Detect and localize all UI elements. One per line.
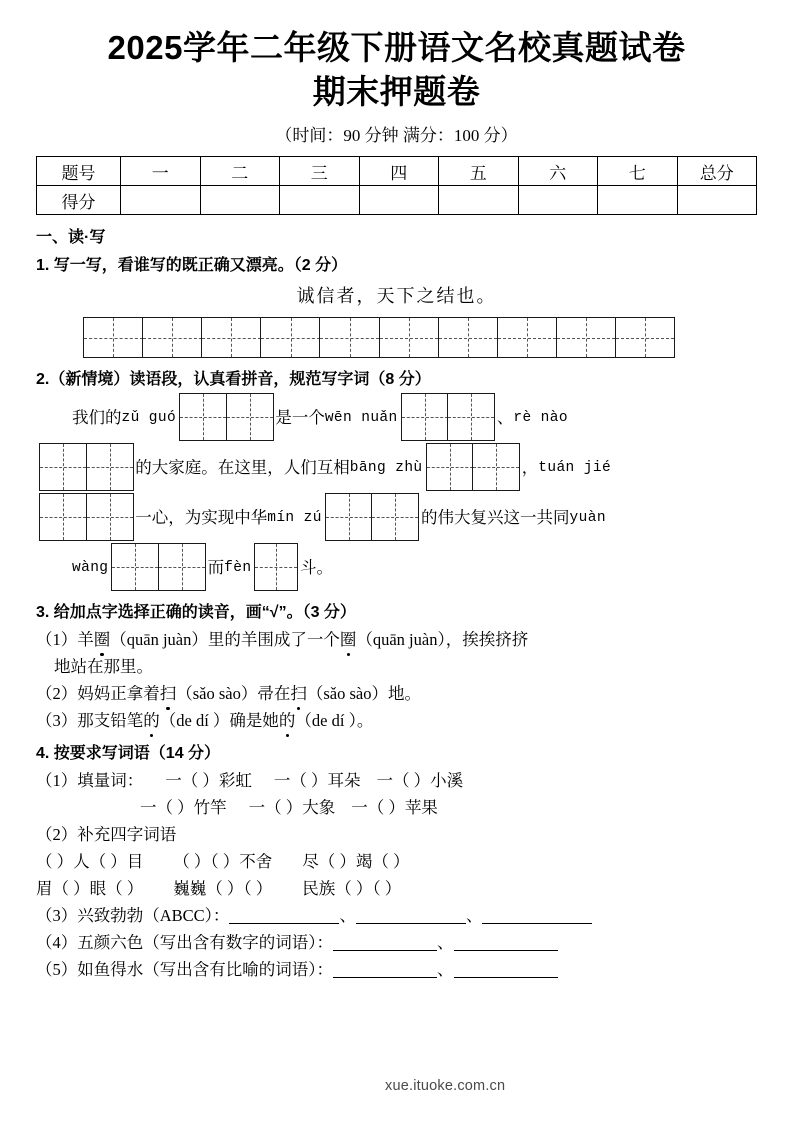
question-3-item-3 <box>36 707 757 734</box>
question-3-item-2 <box>36 680 757 707</box>
writing-grid-cell[interactable] <box>379 317 440 358</box>
writing-grid-cell[interactable] <box>158 543 206 591</box>
question-1-heading: 1. 写一写，看谁写的既正确又漂亮。（2 分） <box>36 257 348 274</box>
blank-separator: 、 <box>339 906 356 925</box>
idiom-blank-item[interactable]: （ ）人（ ）目 <box>36 852 144 871</box>
measure-word-item[interactable]: 一（ ）大象 <box>248 798 336 817</box>
answer-blank[interactable] <box>333 962 437 978</box>
dotted-char-1: 圈 <box>94 626 111 653</box>
score-table-col-6: 六 <box>518 157 598 186</box>
writing-grid-cell[interactable] <box>556 317 617 358</box>
han-text: 而 <box>207 558 225 577</box>
pinyin-text: fèn <box>224 560 252 576</box>
pinyin-text: zǔ guó <box>121 410 177 426</box>
item-number: （2） <box>36 684 78 703</box>
site-watermark: xue.ituoke.com.cn <box>385 1078 506 1094</box>
item-text-mid-1: （sǎo sào）帚在 <box>176 684 291 703</box>
question-4-sub-2-label: （2）补充四字词语 <box>36 825 177 844</box>
answer-blank[interactable] <box>454 935 558 951</box>
writing-grid-group[interactable] <box>325 493 418 541</box>
measure-word-item[interactable]: 一（ ）苹果 <box>351 798 438 817</box>
writing-grid-cell[interactable] <box>39 493 87 541</box>
question-3-item-1-line-b: 地站在那里。 <box>54 657 153 676</box>
blank-separator: 、 <box>465 906 483 925</box>
question-4-heading: 4. 按要求写词语（14 分） <box>36 745 221 762</box>
measure-word-label: （1）填量词： <box>36 771 144 790</box>
score-cell-6[interactable] <box>518 186 598 215</box>
writing-grid-cell[interactable] <box>226 393 274 441</box>
writing-grid-group[interactable] <box>426 443 519 491</box>
writing-grid-group[interactable] <box>401 393 494 441</box>
writing-grid-cell[interactable] <box>254 543 298 591</box>
dotted-char-1: 扫 <box>160 680 177 707</box>
writing-grid-cell[interactable] <box>179 393 227 441</box>
idiom-blank-item[interactable]: 民族（ ）（ ） <box>302 879 402 898</box>
score-table-row-label-1: 题号 <box>37 157 121 186</box>
score-cell-1[interactable] <box>121 186 201 215</box>
item-text-pre: 妈妈正拿着 <box>77 684 160 703</box>
answer-blank[interactable] <box>333 935 437 951</box>
han-text: 我们的 <box>72 408 122 427</box>
writing-grid-cell[interactable] <box>83 317 144 358</box>
answer-blank[interactable] <box>356 908 466 924</box>
answer-blank[interactable] <box>229 908 339 924</box>
answer-blank[interactable] <box>482 908 592 924</box>
score-cell-2[interactable] <box>200 186 280 215</box>
page-title-line-2: 期末押题卷 <box>312 73 481 110</box>
item-text-mid-1: （quān juàn）里的羊围成了一个 <box>110 630 340 649</box>
question-1-writing-grid[interactable] <box>83 317 757 358</box>
score-cell-3[interactable] <box>280 186 360 215</box>
item-text-mid-2: （de dí ）。 <box>295 711 374 730</box>
writing-grid-group[interactable] <box>111 543 204 591</box>
idiom-blank-item[interactable]: 眉（ ）眼（ ） <box>36 879 144 898</box>
question-4-sub-2-row-2 <box>36 875 757 902</box>
question-4-sub-3 <box>36 902 757 929</box>
writing-grid-group[interactable] <box>254 543 297 591</box>
item-text-mid-2: （sǎo sào）地。 <box>306 684 421 703</box>
writing-grid-cell[interactable] <box>325 493 373 541</box>
sub-3-label: （3）兴致勃勃（ABCC）： <box>36 906 230 925</box>
dotted-char-2: 的 <box>279 707 296 734</box>
writing-grid-cell[interactable] <box>201 317 262 358</box>
table-row-scores <box>37 186 757 215</box>
writing-grid-cell[interactable] <box>319 317 380 358</box>
dotted-char-2: 圈 <box>340 626 357 653</box>
question-2-line-4[interactable] <box>36 543 757 593</box>
pinyin-text: tuán jié <box>538 460 612 476</box>
section-heading-1: 一、读·写 <box>36 229 106 246</box>
question-2-line-2[interactable] <box>36 443 757 493</box>
measure-word-item[interactable]: 一（ ）耳朵 <box>273 771 361 790</box>
writing-grid-cell[interactable] <box>447 393 495 441</box>
question-4-sub-2-row-1 <box>36 848 757 875</box>
item-text-mid-2: （quān juàn），挨挨挤挤 <box>356 630 529 649</box>
writing-grid-cell[interactable] <box>438 317 499 358</box>
score-table-col-2: 二 <box>200 157 280 186</box>
pinyin-text: wēn nuǎn <box>324 410 398 426</box>
answer-blank[interactable] <box>454 962 558 978</box>
score-table-col-1: 一 <box>121 157 201 186</box>
score-table-col-4: 四 <box>359 157 439 186</box>
writing-grid-cell[interactable] <box>615 317 676 358</box>
writing-grid-group[interactable] <box>179 393 272 441</box>
question-4-sub-1-row-2 <box>36 794 757 821</box>
han-text: 的伟大复兴这一共同 <box>421 508 570 527</box>
score-cell-5[interactable] <box>439 186 519 215</box>
question-3-heading: 3. 给加点字选择正确的读音，画“√”。（3 分） <box>36 604 356 621</box>
item-text-mid-1: （de dí ）确是她 <box>159 711 279 730</box>
han-text: ， <box>521 458 539 477</box>
score-table-wrapper <box>36 156 757 215</box>
page-title-line-1: 2025学年二年级下册语文名校真题试卷 <box>107 29 686 66</box>
pinyin-text: yuàn <box>569 510 606 526</box>
pinyin-text: mín zú <box>267 510 322 526</box>
writing-grid-group[interactable] <box>39 443 132 491</box>
exam-content <box>36 215 757 983</box>
measure-word-item[interactable]: 一（ ）竹竿 <box>140 798 227 817</box>
question-4-sub-5 <box>36 956 757 983</box>
writing-grid-cell[interactable] <box>260 317 321 358</box>
writing-grid-cell[interactable] <box>426 443 474 491</box>
item-number: （1） <box>36 630 78 649</box>
score-table-col-3: 三 <box>280 157 360 186</box>
blank-separator: 、 <box>437 960 454 979</box>
item-number: （3） <box>36 711 78 730</box>
writing-grid-cell[interactable] <box>111 543 159 591</box>
han-text: 一心，为实现中华 <box>135 508 268 527</box>
idiom-blank-item[interactable]: 尽（ ）竭（ ） <box>302 852 410 871</box>
pinyin-text: wàng <box>72 560 109 576</box>
writing-grid-cell[interactable] <box>472 443 520 491</box>
writing-grid-cell[interactable] <box>86 493 134 541</box>
question-2-line-3[interactable] <box>36 493 757 543</box>
writing-grid-cell[interactable] <box>142 317 203 358</box>
idiom-blank-item[interactable]: （ ）（ ）不舍 <box>173 852 273 871</box>
question-2-heading: 2.（新情境）读语段，认真看拼音，规范写字词（8 分） <box>36 371 431 388</box>
blank-separator: 、 <box>437 933 454 952</box>
han-text: 的大家庭。在这里，人们互相 <box>135 458 350 477</box>
score-cell-total[interactable] <box>677 186 757 215</box>
item-text-pre: 羊 <box>77 630 94 649</box>
dotted-char-2: 扫 <box>290 680 307 707</box>
exam-subtitle: （时间：90 分钟 满分：100 分） <box>275 126 518 145</box>
score-table-row-label-2: 得分 <box>37 186 121 215</box>
item-text-pre: 那支铅笔 <box>77 711 144 730</box>
han-text: 斗。 <box>300 558 334 577</box>
question-4-sub-1-row-1 <box>36 767 757 794</box>
han-text: 是一个 <box>275 408 325 427</box>
score-cell-7[interactable] <box>598 186 678 215</box>
score-table <box>36 156 757 215</box>
question-2-line-1[interactable] <box>36 393 757 443</box>
writing-grid-cell[interactable] <box>39 443 87 491</box>
writing-grid-cell[interactable] <box>497 317 558 358</box>
writing-grid-cell[interactable] <box>86 443 134 491</box>
question-3-item-1 <box>36 626 757 653</box>
pinyin-text: bāng zhù <box>349 460 423 476</box>
dotted-char-1: 的 <box>143 707 160 734</box>
measure-word-item[interactable]: 一（ ）彩虹 <box>165 771 252 790</box>
pinyin-text: rè nào <box>513 410 568 426</box>
question-4-sub-4 <box>36 929 757 956</box>
sub-4-label: （4）五颜六色（写出含有数字的词语）： <box>36 933 333 952</box>
table-row-question-numbers <box>37 157 757 186</box>
title-block <box>0 0 793 114</box>
score-table-col-7: 七 <box>598 157 678 186</box>
writing-grid-cell[interactable] <box>401 393 449 441</box>
writing-grid-cell[interactable] <box>371 493 419 541</box>
writing-grid-group[interactable] <box>39 493 132 541</box>
question-1-sentence: 诚信者，天下之结也。 <box>296 286 497 306</box>
score-cell-4[interactable] <box>359 186 439 215</box>
score-table-col-5: 五 <box>439 157 519 186</box>
measure-word-item[interactable]: 一（ ）小溪 <box>376 771 464 790</box>
idiom-blank-item[interactable]: 巍巍（ ）（ ） <box>173 879 273 898</box>
sub-5-label: （5）如鱼得水（写出含有比喻的词语）： <box>36 960 333 979</box>
score-table-col-total: 总分 <box>677 157 757 186</box>
han-text: 、 <box>496 408 514 427</box>
